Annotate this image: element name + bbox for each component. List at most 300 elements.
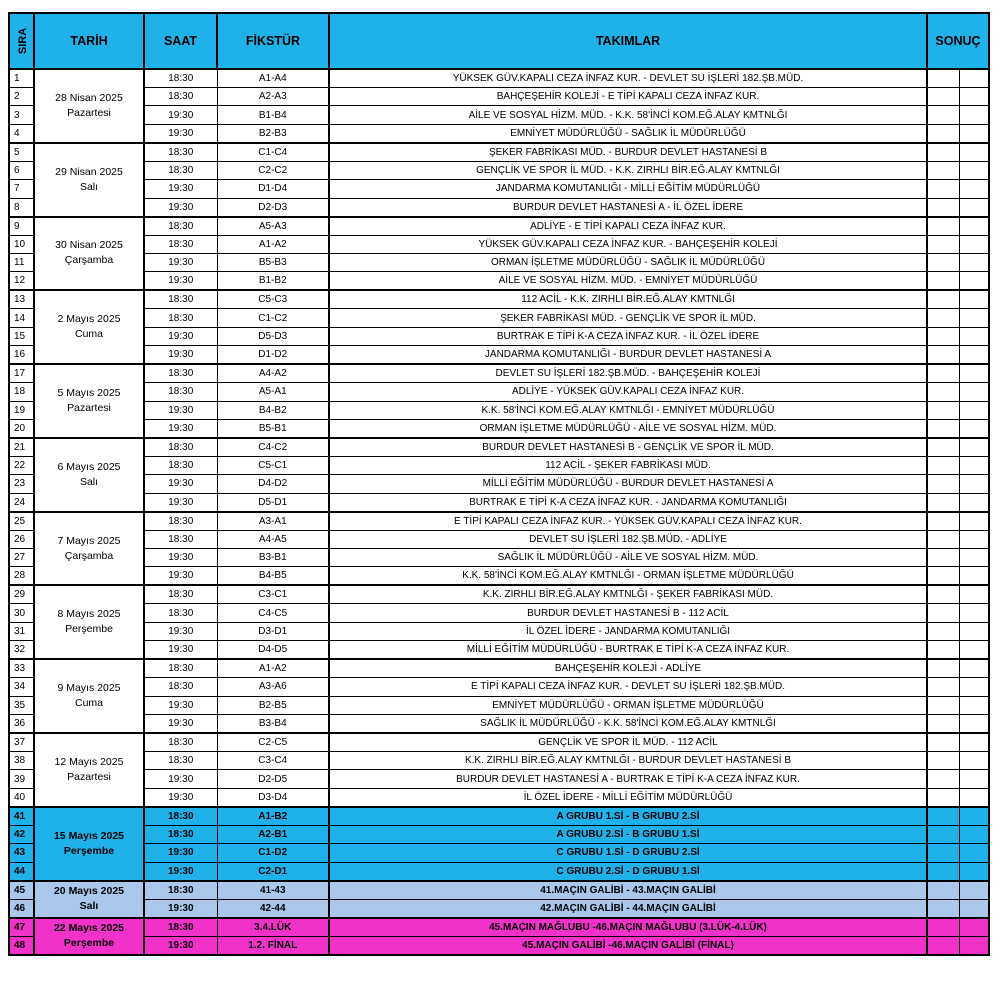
match-teams: BAHÇEŞEHİR KOLEJİ - E TİPİ KAPALI CEZA İNFAZ KUR.	[329, 88, 927, 106]
match-time: 18:30	[144, 290, 217, 309]
match-time: 19:30	[144, 770, 217, 788]
match-weekday: Pazartesi	[67, 770, 111, 783]
match-number: 3	[9, 106, 34, 124]
match-fixture: B1-B4	[217, 106, 329, 124]
match-teams: K.K. 58'İNCİ KOM.EĞ.ALAY KMTNLĞI - EMNİYET MÜDÜRLÜĞÜ	[329, 401, 927, 419]
table-row	[9, 788, 989, 807]
result-cell-home[interactable]	[927, 825, 959, 843]
result-cell-home[interactable]	[927, 604, 959, 622]
match-time: 19:30	[144, 696, 217, 714]
match-number: 17	[9, 364, 34, 383]
result-cell-home[interactable]	[927, 567, 959, 586]
result-cell-away[interactable]	[959, 899, 989, 918]
result-cell-home[interactable]	[927, 438, 959, 457]
match-number: 38	[9, 752, 34, 770]
match-number: 1	[9, 69, 34, 88]
match-fixture: C2-C2	[217, 161, 329, 179]
result-cell-away[interactable]	[959, 401, 989, 419]
match-time: 19:30	[144, 124, 217, 143]
match-number: 14	[9, 309, 34, 327]
match-weekday: Perşembe	[65, 623, 113, 636]
match-date-cell	[34, 438, 144, 512]
result-cell-away[interactable]	[959, 622, 989, 640]
match-weekday: Çarşamba	[64, 254, 114, 267]
match-time: 19:30	[144, 567, 217, 586]
match-teams: EMNİYET MÜDÜRLÜĞÜ - SAĞLIK İL MÜDÜRLÜĞÜ	[329, 124, 927, 143]
match-date: 29 Nisan 2025	[55, 165, 123, 178]
result-cell-home[interactable]	[927, 124, 959, 143]
match-time: 19:30	[144, 936, 217, 955]
match-teams: GENÇLİK VE SPOR İL MÜD. - K.K. ZIRHLI BİR.EĞ.ALAY KMTNLĞI	[329, 161, 927, 179]
match-number: 12	[9, 272, 34, 291]
match-fixture: B4-B5	[217, 567, 329, 586]
result-cell-away[interactable]	[959, 88, 989, 106]
table-row	[9, 180, 989, 198]
match-date-cell	[34, 290, 144, 364]
result-cell-home[interactable]	[927, 290, 959, 309]
header-takimlar: TAKIMLAR	[329, 13, 927, 69]
match-time: 18:30	[144, 161, 217, 179]
result-cell-away[interactable]	[959, 272, 989, 291]
match-number: 34	[9, 678, 34, 696]
result-cell-home[interactable]	[927, 936, 959, 955]
match-weekday: Perşembe	[63, 844, 115, 857]
match-number: 32	[9, 641, 34, 660]
match-number: 21	[9, 438, 34, 457]
result-cell-home[interactable]	[927, 143, 959, 162]
match-time: 18:30	[144, 530, 217, 548]
match-time: 19:30	[144, 327, 217, 345]
result-cell-away[interactable]	[959, 825, 989, 843]
match-number: 40	[9, 788, 34, 807]
result-cell-away[interactable]	[959, 475, 989, 493]
fixture-table	[8, 12, 990, 956]
match-number: 4	[9, 124, 34, 143]
match-teams: SAĞLIK İL MÜDÜRLÜĞÜ - AİLE VE SOSYAL HİZM. MÜD.	[329, 549, 927, 567]
match-number: 11	[9, 253, 34, 271]
match-time: 19:30	[144, 715, 217, 734]
match-fixture: C4-C2	[217, 438, 329, 457]
table-row	[9, 530, 989, 548]
result-cell-away[interactable]	[959, 585, 989, 604]
match-time: 18:30	[144, 752, 217, 770]
table-row	[9, 881, 989, 900]
table-row	[9, 143, 989, 162]
result-cell-home[interactable]	[927, 88, 959, 106]
match-fixture: 41-43	[217, 881, 329, 900]
result-cell-away[interactable]	[959, 549, 989, 567]
result-cell-home[interactable]	[927, 641, 959, 660]
result-cell-home[interactable]	[927, 419, 959, 438]
match-date: 7 Mayıs 2025	[57, 534, 121, 547]
result-cell-away[interactable]	[959, 161, 989, 179]
result-cell-home[interactable]	[927, 530, 959, 548]
match-teams: BURTRAK E TİPİ K-A CEZA İNFAZ KUR. - JANDARMA KOMUTANLIĞI	[329, 493, 927, 512]
result-cell-away[interactable]	[959, 604, 989, 622]
table-row	[9, 88, 989, 106]
match-teams: ORMAN İŞLETME MÜDÜRLÜĞÜ - SAĞLIK İL MÜDÜRLÜĞÜ	[329, 253, 927, 271]
match-fixture: D1-D4	[217, 180, 329, 198]
result-cell-home[interactable]	[927, 383, 959, 401]
match-teams: JANDARMA KOMUTANLIĞI - BURDUR DEVLET HASTANESİ A	[329, 346, 927, 365]
match-weekday: Cuma	[74, 697, 103, 710]
match-fixture: A4-A2	[217, 364, 329, 383]
match-fixture: D3-D4	[217, 788, 329, 807]
match-time: 19:30	[144, 641, 217, 660]
match-number: 13	[9, 290, 34, 309]
match-fixture: A1-A2	[217, 235, 329, 253]
match-date-cell	[34, 918, 144, 955]
match-teams: E TİPİ KAPALI CEZA İNFAZ KUR. - YÜKSEK GÜV.KAPALI CEZA İNFAZ KUR.	[329, 512, 927, 531]
table-row	[9, 715, 989, 734]
result-cell-away[interactable]	[959, 198, 989, 217]
result-cell-away[interactable]	[959, 733, 989, 752]
match-teams: YÜKSEK GÜV.KAPALI CEZA İNFAZ KUR. - DEVLET SU İŞLERİ 182.ŞB.MÜD.	[329, 69, 927, 88]
match-number: 7	[9, 180, 34, 198]
header-fikstur: FİKSTÜR	[217, 13, 329, 69]
result-cell-away[interactable]	[959, 493, 989, 512]
match-fixture: A3-A1	[217, 512, 329, 531]
match-fixture: A3-A6	[217, 678, 329, 696]
match-fixture: A1-A2	[217, 659, 329, 678]
result-cell-away[interactable]	[959, 235, 989, 253]
result-cell-home[interactable]	[927, 752, 959, 770]
result-cell-away[interactable]	[959, 788, 989, 807]
match-fixture: D1-D2	[217, 346, 329, 365]
match-fixture: 1.2. FİNAL	[217, 936, 329, 955]
match-weekday: Salı	[79, 180, 99, 193]
match-fixture: A5-A1	[217, 383, 329, 401]
result-cell-away[interactable]	[959, 936, 989, 955]
match-time: 18:30	[144, 69, 217, 88]
table-row	[9, 678, 989, 696]
match-fixture: B5-B3	[217, 253, 329, 271]
result-cell-home[interactable]	[927, 364, 959, 383]
header-saat: SAAT	[144, 13, 217, 69]
result-cell-home[interactable]	[927, 309, 959, 327]
match-time: 18:30	[144, 456, 217, 474]
match-number: 44	[9, 862, 34, 881]
match-teams: MİLLİ EĞİTİM MÜDÜRLÜĞÜ - BURTRAK E TİPİ K-A CEZA İNFAZ KUR.	[329, 641, 927, 660]
result-cell-home[interactable]	[927, 918, 959, 937]
result-cell-away[interactable]	[959, 512, 989, 531]
match-time: 18:30	[144, 733, 217, 752]
table-row	[9, 346, 989, 365]
result-cell-away[interactable]	[959, 106, 989, 124]
result-cell-away[interactable]	[959, 124, 989, 143]
match-teams: 45.MAÇIN MAĞLUBU -46.MAÇIN MAĞLUBU (3.LÜK-4.LÜK)	[329, 918, 927, 937]
match-number: 10	[9, 235, 34, 253]
result-cell-away[interactable]	[959, 217, 989, 236]
match-date-cell	[34, 733, 144, 807]
match-time: 18:30	[144, 143, 217, 162]
match-fixture: B2-B3	[217, 124, 329, 143]
match-fixture: 3.4.LÜK	[217, 918, 329, 937]
match-weekday: Perşembe	[63, 937, 115, 950]
match-fixture: B4-B2	[217, 401, 329, 419]
match-teams: ŞEKER FABRİKASI MÜD. - GENÇLİK VE SPOR İL MÜD.	[329, 309, 927, 327]
match-date: 2 Mayıs 2025	[57, 313, 121, 326]
match-fixture: B1-B2	[217, 272, 329, 291]
result-cell-home[interactable]	[927, 253, 959, 271]
result-cell-away[interactable]	[959, 456, 989, 474]
match-fixture: A1-A4	[217, 69, 329, 88]
result-cell-home[interactable]	[927, 807, 959, 826]
match-teams: A GRUBU 2.Sİ - B GRUBU 1.Sİ	[329, 825, 927, 843]
match-date: 20 Mayıs 2025	[53, 885, 125, 898]
match-date: 12 Mayıs 2025	[54, 755, 124, 768]
match-number: 25	[9, 512, 34, 531]
table-row	[9, 124, 989, 143]
match-date-cell	[34, 143, 144, 217]
result-cell-away[interactable]	[959, 290, 989, 309]
result-cell-away[interactable]	[959, 844, 989, 862]
result-cell-away[interactable]	[959, 567, 989, 586]
match-teams: JANDARMA KOMUTANLIĞI - MİLLİ EĞİTİM MÜDÜRLÜĞÜ	[329, 180, 927, 198]
match-date-cell	[34, 364, 144, 438]
result-cell-away[interactable]	[959, 678, 989, 696]
table-row	[9, 918, 989, 937]
result-cell-away[interactable]	[959, 770, 989, 788]
result-cell-home[interactable]	[927, 696, 959, 714]
match-number: 15	[9, 327, 34, 345]
match-time: 19:30	[144, 788, 217, 807]
result-cell-away[interactable]	[959, 346, 989, 365]
result-cell-away[interactable]	[959, 438, 989, 457]
match-date-cell	[34, 69, 144, 143]
result-cell-home[interactable]	[927, 327, 959, 345]
table-row	[9, 383, 989, 401]
match-teams: İL ÖZEL İDERE - JANDARMA KOMUTANLIĞI	[329, 622, 927, 640]
match-teams: 45.MAÇIN GALİBİ -46.MAÇIN GALİBİ (FİNAL)	[329, 936, 927, 955]
result-cell-away[interactable]	[959, 143, 989, 162]
match-time: 19:30	[144, 475, 217, 493]
match-teams: ADLİYE - E TİPİ KAPALI CEZA İNFAZ KUR.	[329, 217, 927, 236]
match-teams: SAĞLIK İL MÜDÜRLÜĞÜ - K.K. 58'İNCİ KOM.EĞ.ALAY KMTNLĞI	[329, 715, 927, 734]
match-time: 18:30	[144, 881, 217, 900]
match-weekday: Pazartesi	[67, 402, 111, 415]
match-fixture: C3-C1	[217, 585, 329, 604]
match-date-cell	[34, 659, 144, 733]
match-fixture: C3-C4	[217, 752, 329, 770]
match-time: 18:30	[144, 512, 217, 531]
table-row	[9, 659, 989, 678]
match-fixture: A1-B2	[217, 807, 329, 826]
match-number: 33	[9, 659, 34, 678]
result-cell-home[interactable]	[927, 622, 959, 640]
match-time: 18:30	[144, 825, 217, 843]
match-number: 30	[9, 604, 34, 622]
match-teams: YÜKSEK GÜV.KAPALI CEZA İNFAZ KUR. - BAHÇEŞEHİR KOLEJİ	[329, 235, 927, 253]
match-weekday: Cuma	[74, 328, 103, 341]
table-row	[9, 770, 989, 788]
match-teams: K.K. 58'İNCİ KOM.EĞ.ALAY KMTNLĞI - ORMAN İŞLETME MÜDÜRLÜĞÜ	[329, 567, 927, 586]
table-row	[9, 456, 989, 474]
match-teams: BAHÇEŞEHİR KOLEJİ - ADLİYE	[329, 659, 927, 678]
result-cell-home[interactable]	[927, 493, 959, 512]
match-fixture: C1-C2	[217, 309, 329, 327]
result-cell-home[interactable]	[927, 69, 959, 88]
match-date-cell	[34, 512, 144, 586]
match-fixture: B2-B5	[217, 696, 329, 714]
result-cell-home[interactable]	[927, 733, 959, 752]
match-teams: ADLİYE - YÜKSEK GÜV.KAPALI CEZA İNFAZ KUR.	[329, 383, 927, 401]
table-row	[9, 309, 989, 327]
match-number: 47	[9, 918, 34, 937]
result-cell-away[interactable]	[959, 752, 989, 770]
result-cell-home[interactable]	[927, 844, 959, 862]
table-row	[9, 253, 989, 271]
result-cell-home[interactable]	[927, 106, 959, 124]
result-cell-home[interactable]	[927, 770, 959, 788]
result-cell-away[interactable]	[959, 696, 989, 714]
table-row	[9, 106, 989, 124]
result-cell-away[interactable]	[959, 807, 989, 826]
result-cell-away[interactable]	[959, 419, 989, 438]
result-cell-away[interactable]	[959, 383, 989, 401]
match-teams: C GRUBU 2.Sİ - D GRUBU 1.Sİ	[329, 862, 927, 881]
result-cell-away[interactable]	[959, 327, 989, 345]
table-row	[9, 161, 989, 179]
result-cell-away[interactable]	[959, 862, 989, 881]
fixture-body	[9, 69, 989, 955]
result-cell-away[interactable]	[959, 715, 989, 734]
match-time: 18:30	[144, 585, 217, 604]
match-fixture: A2-B1	[217, 825, 329, 843]
result-cell-home[interactable]	[927, 549, 959, 567]
result-cell-home[interactable]	[927, 475, 959, 493]
match-teams: ŞEKER FABRİKASI MÜD. - BURDUR DEVLET HASTANESİ B	[329, 143, 927, 162]
match-time: 19:30	[144, 549, 217, 567]
table-row	[9, 235, 989, 253]
result-cell-away[interactable]	[959, 641, 989, 660]
result-cell-home[interactable]	[927, 180, 959, 198]
match-number: 43	[9, 844, 34, 862]
result-cell-home[interactable]	[927, 715, 959, 734]
match-fixture: A2-A3	[217, 88, 329, 106]
match-number: 23	[9, 475, 34, 493]
match-weekday: Salı	[79, 475, 99, 488]
match-fixture: C5-C3	[217, 290, 329, 309]
result-cell-home[interactable]	[927, 346, 959, 365]
match-time: 19:30	[144, 899, 217, 918]
match-fixture: D2-D3	[217, 198, 329, 217]
match-number: 20	[9, 419, 34, 438]
match-weekday: Çarşamba	[64, 549, 114, 562]
match-time: 18:30	[144, 604, 217, 622]
match-date-cell	[34, 585, 144, 659]
result-cell-away[interactable]	[959, 69, 989, 88]
match-number: 18	[9, 383, 34, 401]
match-time: 19:30	[144, 844, 217, 862]
match-number: 16	[9, 346, 34, 365]
match-number: 9	[9, 217, 34, 236]
result-cell-home[interactable]	[927, 198, 959, 217]
table-row	[9, 936, 989, 955]
table-row	[9, 493, 989, 512]
match-teams: ORMAN İŞLETME MÜDÜRLÜĞÜ - AİLE VE SOSYAL HİZM. MÜD.	[329, 419, 927, 438]
match-time: 19:30	[144, 198, 217, 217]
table-row	[9, 327, 989, 345]
match-number: 48	[9, 936, 34, 955]
match-teams: EMNİYET MÜDÜRLÜĞÜ - ORMAN İŞLETME MÜDÜRLÜĞÜ	[329, 696, 927, 714]
match-number: 36	[9, 715, 34, 734]
match-date: 5 Mayıs 2025	[57, 387, 121, 400]
result-cell-away[interactable]	[959, 253, 989, 271]
result-cell-home[interactable]	[927, 862, 959, 881]
table-row	[9, 844, 989, 862]
match-teams: K.K. ZIRHLI BİR.EĞ.ALAY KMTNLĞI - BURDUR DEVLET HASTANESİ B	[329, 752, 927, 770]
table-row	[9, 272, 989, 291]
match-fixture: C4-C5	[217, 604, 329, 622]
match-number: 46	[9, 899, 34, 918]
result-cell-away[interactable]	[959, 659, 989, 678]
result-cell-home[interactable]	[927, 456, 959, 474]
table-row	[9, 752, 989, 770]
table-row	[9, 438, 989, 457]
match-date-cell	[34, 807, 144, 881]
match-date: 15 Mayıs 2025	[53, 829, 125, 842]
result-cell-home[interactable]	[927, 899, 959, 918]
table-row	[9, 198, 989, 217]
match-teams: GENÇLİK VE SPOR İL MÜD. - 112 ACİL	[329, 733, 927, 752]
result-cell-home[interactable]	[927, 788, 959, 807]
result-cell-home[interactable]	[927, 881, 959, 900]
match-fixture: D5-D3	[217, 327, 329, 345]
match-fixture: C1-C4	[217, 143, 329, 162]
match-fixture: D5-D1	[217, 493, 329, 512]
match-fixture: A5-A3	[217, 217, 329, 236]
result-cell-away[interactable]	[959, 530, 989, 548]
result-cell-away[interactable]	[959, 881, 989, 900]
table-row	[9, 696, 989, 714]
result-cell-home[interactable]	[927, 585, 959, 604]
match-teams: K.K. ZIRHLI BİR.EĞ.ALAY KMTNLĞI - ŞEKER FABRİKASI MÜD.	[329, 585, 927, 604]
result-cell-home[interactable]	[927, 217, 959, 236]
match-date: 30 Nisan 2025	[55, 239, 123, 252]
match-number: 5	[9, 143, 34, 162]
result-cell-home[interactable]	[927, 512, 959, 531]
match-number: 27	[9, 549, 34, 567]
result-cell-home[interactable]	[927, 272, 959, 291]
result-cell-home[interactable]	[927, 235, 959, 253]
match-time: 19:30	[144, 622, 217, 640]
result-cell-home[interactable]	[927, 678, 959, 696]
match-fixture: B3-B1	[217, 549, 329, 567]
result-cell-away[interactable]	[959, 309, 989, 327]
table-row	[9, 69, 989, 88]
match-teams: BURDUR DEVLET HASTANESİ A - BURTRAK E TİPİ K-A CEZA İNFAZ KUR.	[329, 770, 927, 788]
table-row	[9, 512, 989, 531]
match-fixture: C5-C1	[217, 456, 329, 474]
match-time: 18:30	[144, 88, 217, 106]
match-date: 22 Mayıs 2025	[53, 922, 125, 935]
match-teams: MİLLİ EĞİTİM MÜDÜRLÜĞÜ - BURDUR DEVLET HASTANESİ A	[329, 475, 927, 493]
result-cell-away[interactable]	[959, 180, 989, 198]
match-number: 28	[9, 567, 34, 586]
result-cell-home[interactable]	[927, 161, 959, 179]
result-cell-home[interactable]	[927, 659, 959, 678]
match-time: 18:30	[144, 918, 217, 937]
result-cell-away[interactable]	[959, 918, 989, 937]
match-teams: AİLE VE SOSYAL HİZM. MÜD. - EMNİYET MÜDÜRLÜĞÜ	[329, 272, 927, 291]
result-cell-away[interactable]	[959, 364, 989, 383]
match-teams: BURDUR DEVLET HASTANESİ B - 112 ACİL	[329, 604, 927, 622]
match-fixture: D3-D1	[217, 622, 329, 640]
match-time: 19:30	[144, 401, 217, 419]
result-cell-home[interactable]	[927, 401, 959, 419]
match-time: 18:30	[144, 659, 217, 678]
